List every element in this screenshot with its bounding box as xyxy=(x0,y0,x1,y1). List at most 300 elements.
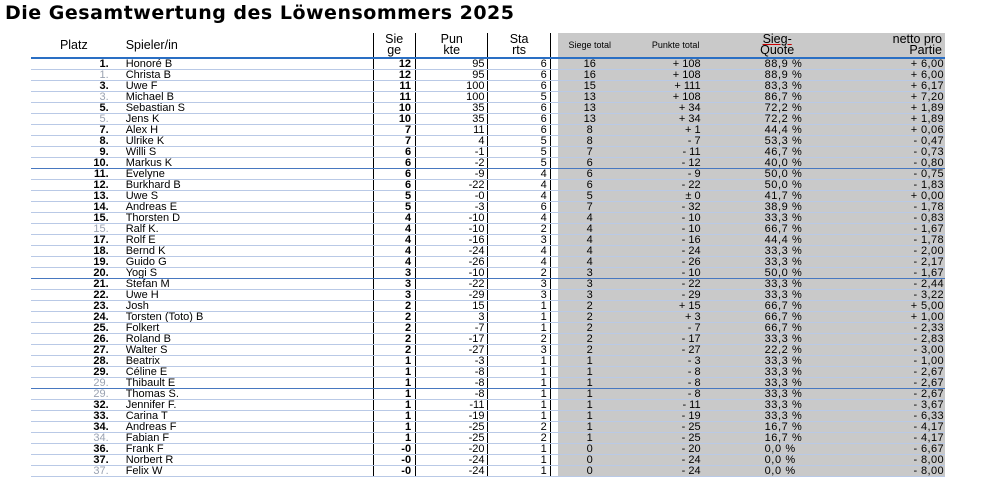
cell-win-quota: 66,7 % xyxy=(723,312,832,323)
cell-starts: 3 xyxy=(488,290,550,301)
cell-wins-total: 2 xyxy=(550,301,629,312)
cell-win-quota: 33,3 % xyxy=(723,213,832,224)
cell-points-total: - 27 xyxy=(629,345,723,356)
cell-starts: 3 xyxy=(488,345,550,356)
table-row xyxy=(31,455,945,466)
cell-points: -8 xyxy=(416,378,488,389)
cell-points: -25 xyxy=(416,422,488,433)
header-wins: Sie ge xyxy=(374,33,416,58)
table-row xyxy=(31,290,945,301)
cell-wins-total: 1 xyxy=(550,356,629,367)
cell-win-quota: 33,3 % xyxy=(723,367,832,378)
table-row xyxy=(31,147,945,158)
cell-net-per-game: - 1,83 xyxy=(832,180,945,191)
cell-player-name: Thomas S. xyxy=(117,389,374,400)
cell-wins-total: 2 xyxy=(550,334,629,345)
cell-win-quota: 33,3 % xyxy=(723,356,832,367)
cell-place: 33. xyxy=(31,411,117,422)
cell-wins: 1 xyxy=(374,422,416,433)
cell-player-name: Jennifer F. xyxy=(117,400,374,411)
cell-points-total: - 10 xyxy=(629,213,723,224)
cell-points-total: + 15 xyxy=(629,301,723,312)
cell-wins: 6 xyxy=(374,147,416,158)
cell-points-total: - 19 xyxy=(629,411,723,422)
cell-player-name: Frank F xyxy=(117,444,374,455)
cell-starts: 6 xyxy=(488,202,550,213)
cell-starts: 6 xyxy=(488,125,550,136)
cell-points-total: + 1 xyxy=(629,125,723,136)
cell-net-per-game: - 6,33 xyxy=(832,411,945,422)
cell-win-quota: 16,7 % xyxy=(723,433,832,444)
cell-starts: 5 xyxy=(488,136,550,147)
cell-net-per-game: + 5,00 xyxy=(832,301,945,312)
cell-wins-total: 1 xyxy=(550,389,629,400)
cell-wins-total: 1 xyxy=(550,411,629,422)
cell-points: 95 xyxy=(416,58,488,70)
cell-points-total: + 108 xyxy=(629,58,723,70)
cell-points-total: - 32 xyxy=(629,202,723,213)
cell-wins-total: 7 xyxy=(550,202,629,213)
cell-points: 4 xyxy=(416,136,488,147)
cell-points: 11 xyxy=(416,125,488,136)
cell-starts: 4 xyxy=(488,169,550,180)
cell-net-per-game: - 1,78 xyxy=(832,202,945,213)
header-quota: Sieg- Quote xyxy=(723,33,832,58)
table-row xyxy=(31,169,945,180)
cell-starts: 4 xyxy=(488,191,550,202)
cell-wins: 12 xyxy=(374,58,416,70)
cell-player-name: Walter S xyxy=(117,345,374,356)
cell-points: -9 xyxy=(416,169,488,180)
cell-net-per-game: - 2,00 xyxy=(832,246,945,257)
cell-place: 15. xyxy=(31,213,117,224)
cell-wins-total: 8 xyxy=(550,136,629,147)
cell-points: -3 xyxy=(416,356,488,367)
cell-points: -10 xyxy=(416,224,488,235)
cell-win-quota: 83,3 % xyxy=(723,81,832,92)
cell-wins: 3 xyxy=(374,268,416,279)
cell-place: 5. xyxy=(31,114,117,125)
cell-points: -1 xyxy=(416,147,488,158)
cell-wins: 1 xyxy=(374,356,416,367)
cell-net-per-game: + 0,06 xyxy=(832,125,945,136)
table-row xyxy=(31,81,945,92)
cell-wins-total: 2 xyxy=(550,345,629,356)
cell-net-per-game: - 0,80 xyxy=(832,158,945,169)
cell-wins-total: 3 xyxy=(550,268,629,279)
cell-wins: 1 xyxy=(374,389,416,400)
cell-player-name: Guido G xyxy=(117,257,374,268)
cell-win-quota: 33,3 % xyxy=(723,378,832,389)
table-row xyxy=(31,125,945,136)
cell-points-total: - 8 xyxy=(629,389,723,400)
cell-win-quota: 53,3 % xyxy=(723,136,832,147)
cell-wins: 4 xyxy=(374,246,416,257)
cell-points-total: - 29 xyxy=(629,290,723,301)
cell-win-quota: 33,3 % xyxy=(723,279,832,290)
table-row xyxy=(31,202,945,213)
cell-win-quota: 50,0 % xyxy=(723,180,832,191)
cell-place: 10. xyxy=(31,158,117,169)
cell-net-per-game: - 1,78 xyxy=(832,235,945,246)
cell-starts: 1 xyxy=(488,400,550,411)
cell-points: 95 xyxy=(416,70,488,81)
cell-starts: 1 xyxy=(488,301,550,312)
cell-wins: 11 xyxy=(374,81,416,92)
cell-points-total: - 12 xyxy=(629,158,723,169)
cell-wins-total: 4 xyxy=(550,235,629,246)
cell-wins-total: 6 xyxy=(550,180,629,191)
cell-win-quota: 50,0 % xyxy=(723,268,832,279)
cell-net-per-game: - 2,33 xyxy=(832,323,945,334)
cell-net-per-game: - 2,67 xyxy=(832,367,945,378)
cell-wins: 2 xyxy=(374,301,416,312)
table-row xyxy=(31,235,945,246)
cell-player-name: Sebastian S xyxy=(117,103,374,114)
cell-win-quota: 72,2 % xyxy=(723,114,832,125)
table-row xyxy=(31,103,945,114)
cell-starts: 1 xyxy=(488,389,550,400)
cell-place: 37. xyxy=(31,466,117,477)
table-row xyxy=(31,433,945,444)
header-wins-total: Siege total xyxy=(550,33,629,58)
cell-starts: 2 xyxy=(488,224,550,235)
cell-net-per-game: - 1,00 xyxy=(832,356,945,367)
cell-place: 9. xyxy=(31,147,117,158)
cell-player-name: Ralf K. xyxy=(117,224,374,235)
cell-points-total: - 16 xyxy=(629,235,723,246)
cell-net-per-game: - 3,67 xyxy=(832,400,945,411)
table-row xyxy=(31,268,945,279)
cell-player-name: Folkert xyxy=(117,323,374,334)
cell-wins-total: 1 xyxy=(550,433,629,444)
cell-points: -8 xyxy=(416,367,488,378)
cell-points: 35 xyxy=(416,103,488,114)
cell-points: 15 xyxy=(416,301,488,312)
cell-starts: 6 xyxy=(488,58,550,70)
cell-win-quota: 88,9 % xyxy=(723,58,832,70)
cell-points-total: + 111 xyxy=(629,81,723,92)
cell-place: 15. xyxy=(31,224,117,235)
cell-points-total: - 10 xyxy=(629,268,723,279)
cell-place: 5. xyxy=(31,103,117,114)
cell-net-per-game: + 1,89 xyxy=(832,114,945,125)
cell-wins: 5 xyxy=(374,191,416,202)
cell-wins-total: 1 xyxy=(550,367,629,378)
cell-win-quota: 0,0 % xyxy=(723,466,832,477)
cell-points: -25 xyxy=(416,433,488,444)
cell-points: -2 xyxy=(416,158,488,169)
cell-place: 29. xyxy=(31,389,117,400)
cell-win-quota: 33,3 % xyxy=(723,334,832,345)
cell-starts: 1 xyxy=(488,367,550,378)
cell-points-total: - 22 xyxy=(629,279,723,290)
cell-starts: 1 xyxy=(488,411,550,422)
cell-wins: 1 xyxy=(374,400,416,411)
table-row xyxy=(31,466,945,477)
table-row xyxy=(31,92,945,103)
cell-wins-total: 4 xyxy=(550,224,629,235)
cell-starts: 6 xyxy=(488,103,550,114)
cell-wins-total: 16 xyxy=(550,70,629,81)
cell-place: 22. xyxy=(31,290,117,301)
header-starts: Sta rts xyxy=(488,33,550,58)
cell-points-total: - 9 xyxy=(629,169,723,180)
cell-player-name: Jens K xyxy=(117,114,374,125)
cell-win-quota: 33,3 % xyxy=(723,257,832,268)
cell-place: 1. xyxy=(31,70,117,81)
cell-starts: 5 xyxy=(488,147,550,158)
cell-points: -24 xyxy=(416,246,488,257)
cell-wins: 1 xyxy=(374,378,416,389)
table-row xyxy=(31,279,945,290)
cell-wins-total: 15 xyxy=(550,81,629,92)
cell-net-per-game: - 3,22 xyxy=(832,290,945,301)
cell-points: -29 xyxy=(416,290,488,301)
cell-points: -27 xyxy=(416,345,488,356)
cell-points: 35 xyxy=(416,114,488,125)
cell-starts: 2 xyxy=(488,433,550,444)
cell-points-total: - 11 xyxy=(629,147,723,158)
header-points: Pun kte xyxy=(416,33,488,58)
cell-player-name: Andreas F xyxy=(117,422,374,433)
cell-net-per-game: + 1,00 xyxy=(832,312,945,323)
cell-wins: 1 xyxy=(374,433,416,444)
cell-net-per-game: - 2,83 xyxy=(832,334,945,345)
cell-starts: 1 xyxy=(488,466,550,477)
cell-win-quota: 44,4 % xyxy=(723,125,832,136)
cell-points: -24 xyxy=(416,466,488,477)
table-row xyxy=(31,180,945,191)
cell-net-per-game: - 8,00 xyxy=(832,455,945,466)
cell-starts: 4 xyxy=(488,213,550,224)
cell-net-per-game: - 3,00 xyxy=(832,345,945,356)
cell-wins: 12 xyxy=(374,70,416,81)
cell-player-name: Michael B xyxy=(117,92,374,103)
cell-starts: 2 xyxy=(488,334,550,345)
cell-win-quota: 72,2 % xyxy=(723,103,832,114)
cell-wins-total: 1 xyxy=(550,378,629,389)
cell-points-total: - 10 xyxy=(629,224,723,235)
cell-points: -17 xyxy=(416,334,488,345)
table-row xyxy=(31,58,945,70)
cell-wins-total: 5 xyxy=(550,191,629,202)
cell-place: 23. xyxy=(31,301,117,312)
cell-net-per-game: - 0,47 xyxy=(832,136,945,147)
cell-net-per-game: - 1,67 xyxy=(832,268,945,279)
cell-player-name: Thibault E xyxy=(117,378,374,389)
cell-points: -7 xyxy=(416,323,488,334)
cell-points: -0 xyxy=(416,191,488,202)
cell-player-name: Bernd K xyxy=(117,246,374,257)
cell-place: 29. xyxy=(31,378,117,389)
page-title: Die Gesamtwertung des Löwensommers 2025 xyxy=(5,2,515,24)
cell-place: 18. xyxy=(31,246,117,257)
cell-wins-total: 4 xyxy=(550,213,629,224)
cell-starts: 4 xyxy=(488,246,550,257)
cell-place: 34. xyxy=(31,433,117,444)
cell-place: 12. xyxy=(31,180,117,191)
cell-net-per-game: + 1,89 xyxy=(832,103,945,114)
cell-starts: 1 xyxy=(488,444,550,455)
cell-wins: 10 xyxy=(374,114,416,125)
cell-place: 26. xyxy=(31,334,117,345)
cell-wins: 10 xyxy=(374,103,416,114)
cell-wins-total: 0 xyxy=(550,466,629,477)
cell-wins: 4 xyxy=(374,213,416,224)
cell-win-quota: 44,4 % xyxy=(723,235,832,246)
cell-points-total: - 25 xyxy=(629,433,723,444)
cell-player-name: Josh xyxy=(117,301,374,312)
cell-win-quota: 66,7 % xyxy=(723,301,832,312)
header-net-per-game: netto pro Partie xyxy=(832,33,945,58)
cell-points: -11 xyxy=(416,400,488,411)
cell-place: 3. xyxy=(31,81,117,92)
cell-place: 20. xyxy=(31,268,117,279)
cell-points-total: + 34 xyxy=(629,114,723,125)
table-row xyxy=(31,345,945,356)
cell-player-name: Stefan M xyxy=(117,279,374,290)
cell-place: 8. xyxy=(31,136,117,147)
cell-player-name: Rolf E xyxy=(117,235,374,246)
cell-player-name: Torsten (Toto) B xyxy=(117,312,374,323)
cell-net-per-game: + 0,00 xyxy=(832,191,945,202)
cell-net-per-game: + 6,00 xyxy=(832,58,945,70)
cell-net-per-game: - 2,67 xyxy=(832,389,945,400)
cell-wins: 4 xyxy=(374,235,416,246)
cell-points: -3 xyxy=(416,202,488,213)
cell-place: 24. xyxy=(31,312,117,323)
cell-player-name: Yogi S xyxy=(117,268,374,279)
table-row xyxy=(31,70,945,81)
table-row xyxy=(31,334,945,345)
cell-player-name: Beatrix xyxy=(117,356,374,367)
cell-starts: 4 xyxy=(488,257,550,268)
cell-wins-total: 3 xyxy=(550,279,629,290)
cell-wins: 2 xyxy=(374,345,416,356)
cell-player-name: Fabian F xyxy=(117,433,374,444)
cell-win-quota: 33,3 % xyxy=(723,246,832,257)
cell-wins: 4 xyxy=(374,257,416,268)
cell-starts: 2 xyxy=(488,422,550,433)
cell-place: 14. xyxy=(31,202,117,213)
cell-wins-total: 4 xyxy=(550,257,629,268)
cell-points: -16 xyxy=(416,235,488,246)
table-row xyxy=(31,191,945,202)
cell-net-per-game: - 0,83 xyxy=(832,213,945,224)
cell-wins-total: 2 xyxy=(550,323,629,334)
cell-player-name: Uwe H xyxy=(117,290,374,301)
cell-wins-total: 13 xyxy=(550,114,629,125)
cell-wins-total: 13 xyxy=(550,92,629,103)
table-row xyxy=(31,114,945,125)
cell-place: 7. xyxy=(31,125,117,136)
cell-wins: 1 xyxy=(374,367,416,378)
table-row xyxy=(31,367,945,378)
cell-place: 13. xyxy=(31,191,117,202)
cell-starts: 1 xyxy=(488,323,550,334)
cell-win-quota: 22,2 % xyxy=(723,345,832,356)
header-player: Spieler/in xyxy=(117,33,374,58)
cell-win-quota: 40,0 % xyxy=(723,158,832,169)
cell-points-total: - 8 xyxy=(629,367,723,378)
cell-player-name: Thorsten D xyxy=(117,213,374,224)
cell-wins: 5 xyxy=(374,202,416,213)
cell-points: -19 xyxy=(416,411,488,422)
cell-net-per-game: - 4,17 xyxy=(832,422,945,433)
cell-wins-total: 7 xyxy=(550,147,629,158)
cell-wins-total: 0 xyxy=(550,444,629,455)
cell-player-name: Ulrike K xyxy=(117,136,374,147)
cell-win-quota: 33,3 % xyxy=(723,290,832,301)
table-row xyxy=(31,356,945,367)
cell-player-name: Andreas E xyxy=(117,202,374,213)
cell-wins-total: 8 xyxy=(550,125,629,136)
cell-win-quota: 50,0 % xyxy=(723,169,832,180)
cell-win-quota: 46,7 % xyxy=(723,147,832,158)
cell-points-total: - 24 xyxy=(629,466,723,477)
cell-points-total: - 7 xyxy=(629,136,723,147)
cell-points-total: - 11 xyxy=(629,400,723,411)
cell-points: -8 xyxy=(416,389,488,400)
cell-win-quota: 86,7 % xyxy=(723,92,832,103)
cell-starts: 1 xyxy=(488,312,550,323)
cell-wins: 2 xyxy=(374,323,416,334)
cell-player-name: Christa B xyxy=(117,70,374,81)
cell-player-name: Markus K xyxy=(117,158,374,169)
cell-wins-total: 4 xyxy=(550,246,629,257)
cell-wins-total: 6 xyxy=(550,158,629,169)
cell-wins: 2 xyxy=(374,334,416,345)
cell-points-total: - 25 xyxy=(629,422,723,433)
cell-place: 19. xyxy=(31,257,117,268)
cell-net-per-game: - 6,67 xyxy=(832,444,945,455)
cell-wins: 1 xyxy=(374,411,416,422)
cell-wins-total: 1 xyxy=(550,400,629,411)
cell-net-per-game: - 0,75 xyxy=(832,169,945,180)
cell-net-per-game: + 6,00 xyxy=(832,70,945,81)
cell-wins-total: 2 xyxy=(550,312,629,323)
cell-points-total: + 108 xyxy=(629,92,723,103)
cell-net-per-game: - 2,67 xyxy=(832,378,945,389)
cell-wins: 7 xyxy=(374,136,416,147)
table-row xyxy=(31,444,945,455)
cell-place: 28. xyxy=(31,356,117,367)
cell-points: 3 xyxy=(416,312,488,323)
cell-player-name: Carina T xyxy=(117,411,374,422)
cell-wins-total: 0 xyxy=(550,455,629,466)
cell-starts: 6 xyxy=(488,114,550,125)
cell-place: 1. xyxy=(31,58,117,70)
cell-points: -26 xyxy=(416,257,488,268)
cell-points-total: - 17 xyxy=(629,334,723,345)
cell-win-quota: 33,3 % xyxy=(723,400,832,411)
cell-starts: 1 xyxy=(488,356,550,367)
cell-player-name: Uwe S xyxy=(117,191,374,202)
table-row xyxy=(31,400,945,411)
table-row xyxy=(31,378,945,389)
table-row xyxy=(31,246,945,257)
cell-net-per-game: - 1,67 xyxy=(832,224,945,235)
table-row xyxy=(31,136,945,147)
table-row xyxy=(31,301,945,312)
cell-place: 36. xyxy=(31,444,117,455)
cell-player-name: Roland B xyxy=(117,334,374,345)
cell-place: 34. xyxy=(31,422,117,433)
cell-points-total: + 108 xyxy=(629,70,723,81)
cell-place: 25. xyxy=(31,323,117,334)
cell-net-per-game: - 2,44 xyxy=(832,279,945,290)
